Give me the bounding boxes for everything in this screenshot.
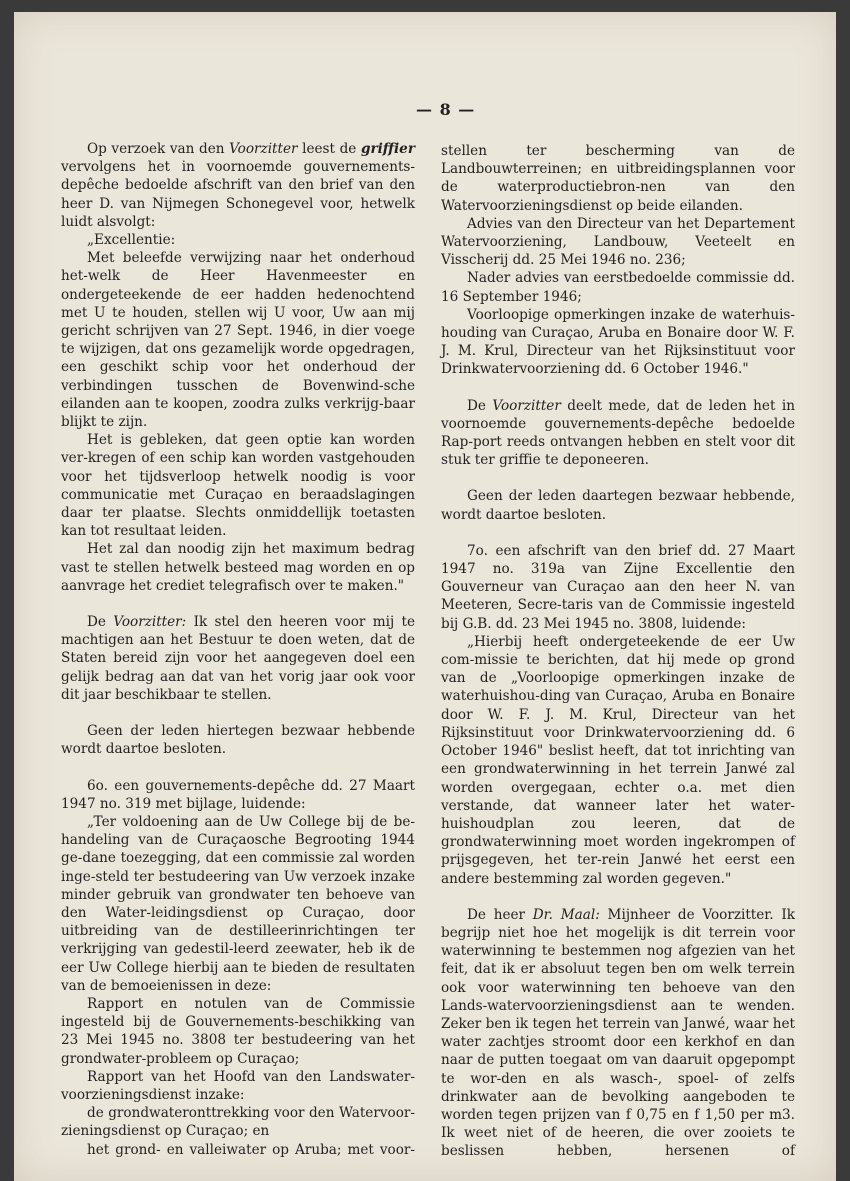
paragraph: Rapport en notulen van de Commissie ingesteld bij de Gouvernements-beschikking van 23 Mei 1945 no. 3808 ter bestudeering van het grondwater-probleem op Curaçao; bbox=[61, 995, 415, 1067]
paragraph: stellen ter bescherming van de Landbouwterreinen; en uitbreidingsplannen voor de waterproductiebron-nen van den Watervoorzieningsdienst op beide eilanden. bbox=[441, 143, 795, 214]
paragraph: Geen der leden hiertegen bezwaar hebbende wordt daartoe besloten. bbox=[61, 723, 415, 758]
paragraph: Rapport van het Hoofd van den Landswater-voorzieningsdienst inzake: bbox=[61, 1068, 415, 1103]
left-column bbox=[61, 140, 415, 1159]
paragraph: Voorloopige opmerkingen inzake de waterhuis-houding van Curaçao, Aruba en Bonaire door W. F. J. M. Krul, Directeur van het Rijksinstituut voor Drinkwatervoorziening dd. 6 October 1946." bbox=[441, 306, 795, 378]
paragraph: Het zal dan noodig zijn het maximum bedrag vast te stellen hetwelk besteed mag worden en op aanvrage het crediet telegrafisch over te maken." bbox=[61, 541, 415, 594]
paragraph: „Ter voldoening aan de Uw College bij de be-handeling van de Curaçaosche Begrooting 1944 ge-dane toezegging, dat een commissie zal worden inge-steld ter bestudeering van Uw verzoek inzake minder gebruik van grondwater ten behoeve van den Water-leidingsdienst op Curaçao, door uitbreiding van de destilleerinrichtingen ter verkrijging van gedestil-leerd zeewater, heb ik de eer Uw College hierbij aan te bieden de resultaten van de bemoeienissen in deze: bbox=[61, 813, 415, 994]
paragraph: „Hierbij heeft ondergeteekende de eer Uw com-missie te berichten, dat hij mede op grond van de „Voorloopige opmerkingen inzake de waterhuishou-ding van Curaçao, Aruba en Bonaire door W. F. J. M. Krul, Directeur van het Rijksinstituut voor Drinkwatervoorziening dd. 6 October 1946" beslist heeft, dat tot inrichting van een grondwaterwinning in het terrein Janwé zal worden overgegaan, echter o.a. met dien verstande, dat wanneer later het water-huishoudplan zou leeren, dat de grondwaterwinning moet worden ingekrompen of prijsgegeven, het ter-rein Janwé het eerst een andere bestemming zal worden gegeven." bbox=[441, 633, 795, 887]
document-page bbox=[14, 12, 836, 1181]
paragraph: Met beleefde verwijzing naar het onderhoud het-welk de Heer Havenmeester en ondergeteekende de eer hadden hedenochtend met U te houden, stellen wij U voor, Uw aan mij gericht schrijven van 27 Sept. 1946, in dier voege te wijzigen, dat ons gezamelijk worde opgedragen, een geschikt schip voor het onderhoud der verbindingen tusschen de Bovenwind-sche eilanden aan te koopen, zoodra zulks verkrijg-baar blijkt te zijn. bbox=[61, 250, 415, 431]
paragraph: Advies van den Directeur van het Departement Watervoorziening, Landbouw, Veeteelt en Visscherij dd. 25 Mei 1946 no. 236; bbox=[441, 215, 795, 269]
paragraph: Op verzoek van den Voorzitter leest de griffier vervolgens het in voornoemde gouvernements-depêche bedoelde afschrift van den brief van den heer D. van Nijmegen Schonegevel voor, hetwelk luidt alsvolgt: bbox=[61, 141, 415, 230]
paragraph: Geen der leden daartegen bezwaar hebbende, wordt daartoe besloten. bbox=[441, 488, 795, 523]
paragraph: de grondwateronttrekking voor den Watervoor-zieningsdienst op Curaçao; en bbox=[61, 1105, 415, 1140]
paragraph: „Excellentie: bbox=[87, 232, 176, 249]
paragraph: het grond- en valleiwater op Aruba; met voor- bbox=[87, 1141, 415, 1158]
paragraph: De Voorzitter deelt mede, dat de leden het in voornoemde gouvernements-depêche bedoelde Rap-port reeds ontvangen hebben en stelt voor dit stuk ter griffie te deponeeren. bbox=[441, 397, 795, 469]
right-column bbox=[441, 142, 795, 1161]
page-number: — 8 — bbox=[416, 100, 476, 119]
paragraph: Het is gebleken, dat geen optie kan worden ver-kregen of een schip kan worden vastgehouden voor het tijdsverloop hetwelk noodig is voor communicatie met Curaçao en beraadslagingen daar ter plaatse. Slechts onmiddellijk toetasten kan tot resultaat leiden. bbox=[61, 432, 415, 540]
paragraph: 6o. een gouvernements-depêche dd. 27 Maart 1947 no. 319 met bijlage, luidende: bbox=[61, 777, 415, 812]
paragraph: 7o. een afschrift van den brief dd. 27 Maart 1947 no. 319a van Zijne Excellentie den Gouverneur van Curaçao aan den heer N. van Meeteren, Secre-taris van de Commissie ingesteld bij G.B. dd. 23 Mei 1945 no. 3808, luidende: bbox=[441, 542, 795, 632]
paragraph: De Voorzitter: Ik stel den heeren voor mij te machtigen aan het Bestuur te doen weten, dat de Staten bereid zijn voor het aangegeven doel een gelijk bedrag aan dat van het vorig jaar ook voor dit jaar beschikbaar te stellen. bbox=[61, 614, 416, 703]
paragraph: Nader advies van eerstbedoelde commissie dd. 16 September 1946; bbox=[441, 270, 795, 305]
paragraph: De heer Dr. Maal: Mijnheer de Voorzitter. Ik begrijp niet hoe het mogelijk is dit terrein voor waterwinning te bestemmen nog afgezien van het feit, dat ik er absoluut tegen ben om welk terrein ook voor waterwinning ten behoeve van den Lands-watervoorzieningsdienst aan te wenden. Zeker ben ik tegen het terrein van Janwé, waar het water zachtjes stroomt door een kerkhof en dan naar de putten toegaat om van daaruit opgepompt te wor-den en als wasch-, spoel- of zelfs drinkwater aan de bevolking aangeboden te worden tegen prijzen van f 0,75 en f 1,50 per m3. Ik weet niet of de heeren, die over zooiets te beslissen hebben, hersenen of bbox=[441, 906, 795, 1160]
